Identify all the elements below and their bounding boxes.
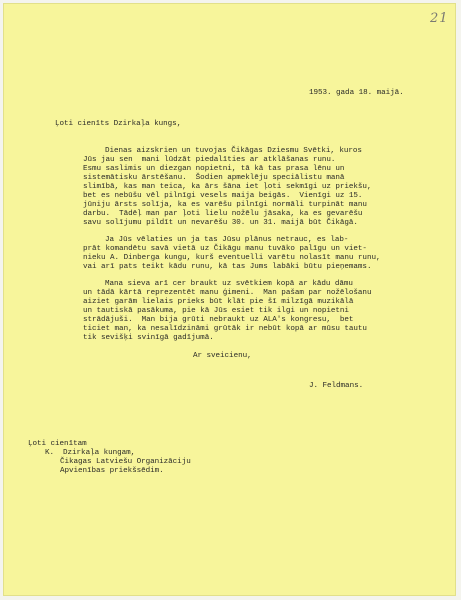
paragraph-line: strādājuši. Man bija grūti nebraukt uz ALA's kongresu, bet (83, 316, 354, 324)
signature: J. Feldmans. (309, 382, 364, 390)
paragraph-line: darbu. Tādēļ man par ļoti lielu nožēlu jāsaka, ka es gevarēšu (83, 210, 363, 218)
address-line: Čikagas Latviešu Organizāciju (60, 458, 191, 466)
paragraph-line: savu solījumu pildīt un nevarēšu 30. un 31. maijā būt Čikāgā. (83, 219, 358, 227)
paragraph-line: Esmu saslimis un diezgan nopietni, tā kā tas prasa lēnu un (83, 165, 345, 173)
page-number: 21 (430, 11, 449, 26)
address-line: Ļoti cienītam (28, 440, 87, 448)
closing: Ar sveicienu, (193, 352, 252, 360)
letter-date: 1953. gada 18. maijā. (309, 89, 404, 97)
paragraph-line: sistemātisku ārstēšanu. Šodien apmeklēju speciālistu manā (83, 174, 345, 182)
paragraph-line: Jūs jau sen mani lūdzāt piedalīties ar atklāšanas runu. (83, 156, 336, 164)
paragraph-line: Mana sieva arī cer braukt uz svētkiem kopā ar kādu dāmu (105, 280, 353, 288)
salutation: Ļoti cienīts Dzirkaļa kungs, (55, 120, 182, 128)
paragraph-line: tik sevišķi svinīgā gadījumā. (83, 334, 214, 342)
paragraph-line: Ja Jūs vēlaties un ja tas Jūsu plānus netrauc, es lab- (105, 236, 349, 244)
paragraph-line: bet es nebūšu vēl pilnīgi vesels maija beigās. Vienīgi uz 15. (83, 192, 363, 200)
paragraph-line: jūniju ārsts solīja, ka es varēšu pilnīgi normāli turpināt manu (83, 201, 367, 209)
paragraph-line: aiziet garām lielais prieks būt klāt pie šī milzīgā muzikālā (83, 298, 354, 306)
paragraph-line: slimībā, kas man teica, ka ārs šāna iet ļoti sekmīgi uz priekšu, (83, 183, 372, 191)
paragraph-line: Dienas aizskrien un tuvojas Čikāgas Dziesmu Svētki, kuros (105, 147, 362, 155)
address-line: Apvienības priekšsēdim. (60, 467, 164, 475)
paragraph-line: nieku A. Dinberga kungu, kurš eventuelli varētu nolasīt manu runu, (83, 254, 381, 262)
paragraph-line: un tādā kārtā reprezentēt manu ģimeni. Man pašam par nožēlošanu (83, 289, 372, 297)
paragraph-line: prāt komandētu savā vietā uz Čikāgu manu tuvāko palīgu un viet- (83, 245, 367, 253)
paragraph-line: un tautiskā pasākuma, pie kā Jūs esiet tik ilgi un nopietni (83, 307, 349, 315)
paragraph-line: ticiet man, ka nesalīdzināmi grūtāk ir nebūt kopā ar mūsu tautu (83, 325, 367, 333)
letter-page (3, 3, 456, 596)
address-line: K. Dzirkaļa kungam, (45, 449, 136, 457)
paragraph-line: vai arī pats teikt kādu runu, kā tas Jums labāki būtu pieņemams. (83, 263, 372, 271)
